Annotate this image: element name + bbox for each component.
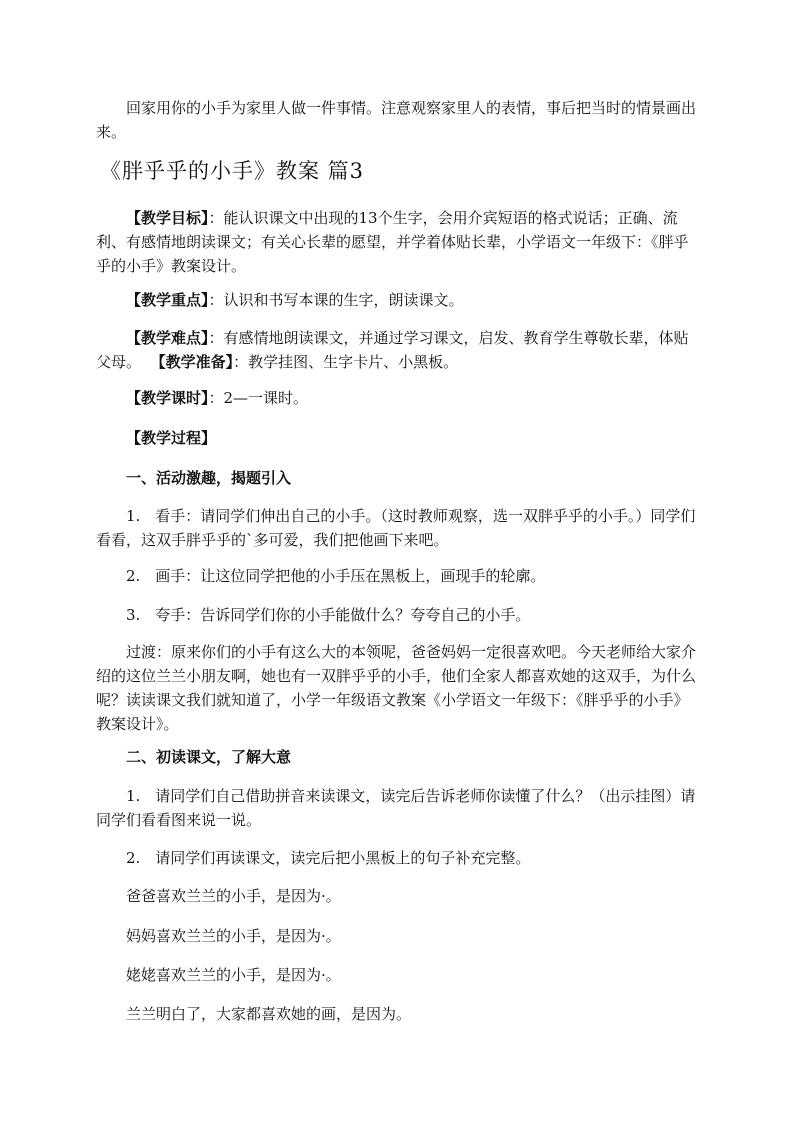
difficulties-label: 【教学难点】 [126,329,209,347]
preparation-label: 【教学准备】 [150,353,234,371]
part1-item2: 2. 画手：让这位同学把他的小手压在黑板上，画现手的轮廓。 [126,567,546,585]
fill-sentence-grandma: 姥姥喜欢兰兰的小手，是因为·。 [126,966,341,984]
key-points-text: ：认识和书写本课的生字，朗读课文。 [208,291,464,309]
part2-item2: 2. 请同学们再读课文，读完后把小黑板上的句子补充完整。 [126,849,531,867]
part1-item1: 1. 看手：请同学们伸出自己的小手。（这时教师观察，选一双胖乎乎的小手。）同学们看看，这双手胖乎乎的`多可爱，我们把他画下来吧。 [96,507,696,549]
teaching-goals-paragraph [96,206,696,278]
part1-item3: 3. 夸手：告诉同学们你的小手能做什么？夸夸自己的小手。 [126,606,531,624]
teaching-process-label: 【教学过程】 [126,429,217,447]
fill-sentence-mother: 妈妈喜欢兰兰的小手，是因为·。 [126,927,341,945]
fill-sentence-father: 爸爸喜欢兰兰的小手，是因为·。 [126,887,341,905]
key-points-paragraph [96,288,696,312]
part2-item1: 1. 请同学们自己借助拼音来读课文，读完后告诉老师你读懂了什么？（出示挂图）请同学们看看图来说一说。 [96,787,696,829]
intro-paragraph: 回家用你的小手为家里人做一件事情。注意观察家里人的表情，事后把当时的情景画出来。 [96,99,697,141]
section-title: 《胖乎乎的小手》教案 篇3 [100,159,365,183]
teaching-goals-text: ：能认识课文中出现的13个生字，会用介宾短语的格式说话；正确、流利、有感情地朗读课文；有关心长辈的愿望，并学着体贴长辈，小学语文一年级下：《胖乎乎的小手》教案设计。 [96,209,689,275]
teaching-hours-text: ：2—一课时。 [208,389,309,407]
part1-title: 一、活动激趣，揭题引入 [126,469,292,487]
fill-sentence-lanlan: 兰兰明白了，大家都喜欢她的画，是因为。 [126,1005,412,1023]
teaching-hours-label: 【教学课时】 [126,389,209,407]
preparation-text: ：教学挂图、生字卡片、小黑板。 [233,353,459,371]
difficulties-text: ：有感情地朗读课文，并通过学习课文，启发、教育学生尊敬长辈，体贴父母。 [96,329,689,371]
teaching-hours-paragraph [96,386,696,410]
key-points-label: 【教学重点】 [126,291,209,309]
difficulties-paragraph [96,326,696,374]
part2-title: 二、初读课文，了解大意 [126,748,292,766]
teaching-goals-label: 【教学目标】 [126,209,209,227]
part1-transition: 过渡：原来你们的小手有这么大的本领呢，爸爸妈妈一定很喜欢吧。今天老师给大家介绍的这位兰兰小朋友啊，她也有一双胖乎乎的小手，他们全家人都喜欢她的这双手，为什么呢？读读课文我们就知道了，小学一年级语文教案《小学语文一年级下：《胖乎乎的小手》教案设计》。 [96,643,697,733]
